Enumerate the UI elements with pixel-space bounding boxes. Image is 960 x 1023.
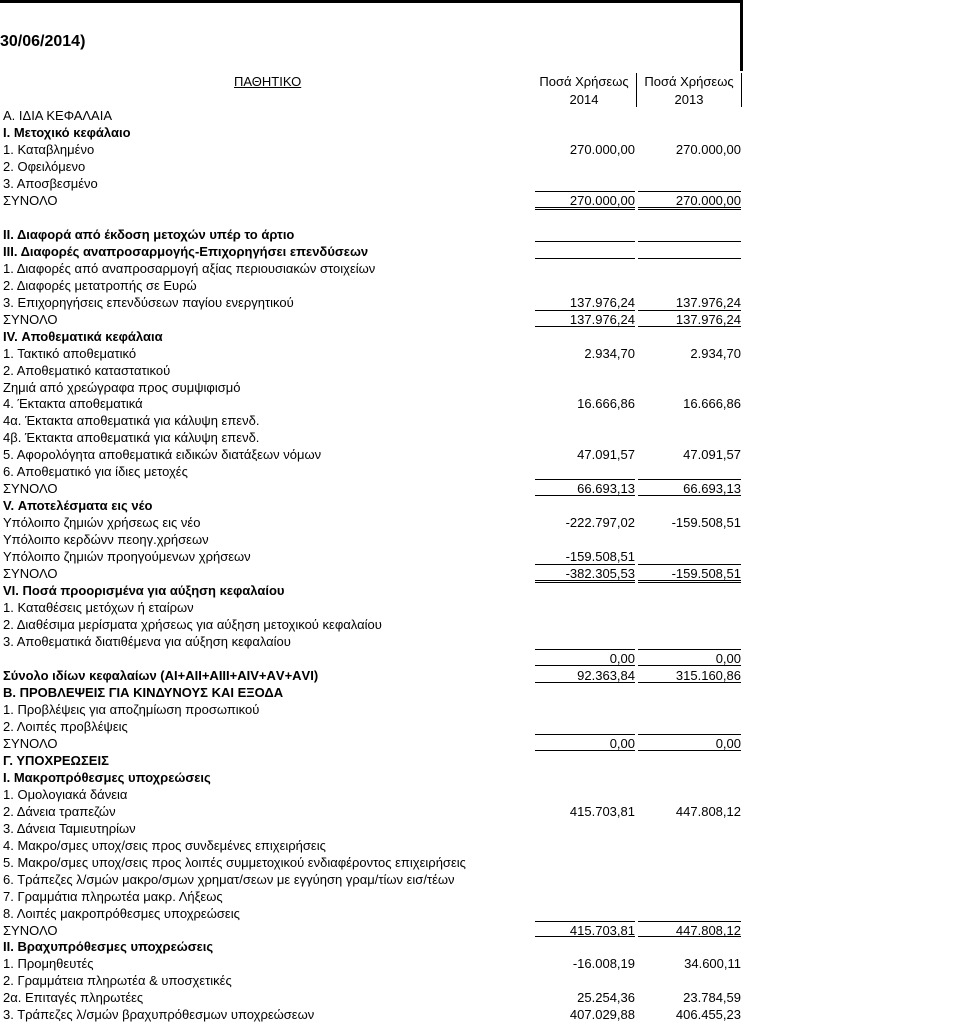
row-label: Υπόλοιπο ζημιών προηγούμενων χρήσεων [3,549,251,565]
row-label: 2α. Επιταγές πληρωτέες [3,990,144,1006]
row-label: 7. Γραμμάτια πληρωτέα μακρ. Λήξεως [3,888,223,904]
row-label: ΣΥΝΟΛΟ [3,481,58,497]
amount-2014: 92.363,84 [577,667,635,683]
table-row [0,158,960,175]
table-row [0,871,960,888]
row-label: 4α. Έκτακτα αποθεματικά για κάλυψη επενδ. [3,413,260,429]
table-row [0,888,960,905]
table-row [0,446,960,463]
total-rule [535,734,635,735]
row-label: ΙV. Αποθεματικά κεφάλαια [3,328,163,344]
amount-2013: 23.784,59 [683,990,741,1006]
table-row [0,955,960,972]
table-row [0,803,960,820]
amount-2014: 415.703,81 [569,803,635,819]
table-row [0,786,960,803]
table-row [0,565,960,582]
total-rule [535,326,635,327]
amount-2013: 47.091,57 [683,447,741,463]
row-label: 2. Αποθεματικό καταστατικού [3,362,171,378]
table-row [0,294,960,311]
table-row [0,701,960,718]
row-label: 1. Προμηθευτές [3,956,94,972]
frame-right-border [740,3,743,71]
row-label: ΣΥΝΟΛΟ [3,566,58,582]
table-row [0,463,960,480]
table-row [0,226,960,243]
row-label: ΙΙΙ. Διαφορές αναπροσαρμογής-Επιχορηγήσει επενδύσεων [3,243,369,259]
section-heading: ΠΑΘΗΤΙΚΟ [234,74,302,89]
total-rule [535,649,635,650]
column-header-2014 [532,73,636,109]
row-label: 3. Επιχορηγήσεις επενδύσεων παγίου ενεργητικού [3,294,294,310]
row-label: 2. Διαφορές μετατροπής σε Ευρώ [3,277,197,293]
table-row [0,820,960,837]
row-label: 1. Καταθέσεις μετόχων ή εταίρων [3,600,194,616]
amount-2013: 447.808,12 [675,803,741,819]
row-label: Β. ΠΡΟΒΛΕΨΕΙΣ ΓΙΑ ΚΙΝΔΥΝΟΥΣ ΚΑΙ ΕΞΟΔΑ [3,684,284,700]
table-header [0,73,960,109]
table-row [0,175,960,192]
table-row [0,107,960,124]
total-rule [535,921,635,922]
amount-2014: 270.000,00 [569,141,635,157]
row-label: 2. Λοιπές προβλέψεις [3,718,128,734]
table-row [0,277,960,294]
amount-2014: 407.029,88 [569,1007,635,1023]
amount-2013: 0,00 [715,651,741,666]
row-label: Υπόλοιπο ζημιών χρήσεως εις νέο [3,515,201,531]
row-label: 3. Αποθεματικά διατιθέμενα για αύξηση κεφαλαίου [3,634,291,650]
row-label: 3. Δάνεια Ταμιευτηρίων [3,820,136,836]
row-label: Α. ΙΔΙΑ ΚΕΦΑΛΑΙΑ [3,108,113,123]
row-label: 2. Διαθέσιμα μερίσματα χρήσεως για αύξηση μετοχικού κεφαλαίου [3,617,382,633]
row-label: ΙΙ. Διαφορά από έκδοση μετοχών υπέρ το άρτιο [3,226,295,242]
total-rule [535,191,635,192]
table-row [0,497,960,514]
table-row [0,854,960,871]
total-rule [638,310,741,311]
row-label: 5. Αφορολόγητα αποθεματικά ειδικών διατάξεων νόμων [3,447,322,463]
table-row [0,633,960,650]
table-row [0,141,960,158]
total-rule [535,564,635,565]
table-row [0,938,960,955]
row-label: 1. Καταβλημένο [3,141,95,157]
row-label: 5. Μακρο/σμες υποχ/σεις προς λοιπές συμμετοχικού ενδιαφέροντος επιχειρήσεις [3,854,466,870]
table-row [0,243,960,260]
row-label: ΣΥΝΟΛΟ [3,735,58,751]
table-row [0,667,960,684]
amount-2013: 137.976,24 [675,294,741,310]
total-rule [638,750,741,751]
row-label: Ι. Μετοχικό κεφάλαιο [3,124,131,140]
total-rule [638,936,741,937]
total-rule [638,241,741,242]
row-label: 6. Τράπεζες λ/σμών μακρο/σμων χρηματ/σεων με εγγύηση γραμ/τίων εισ/τέων [3,871,455,887]
amount-2013: 34.600,11 [684,956,741,972]
amount-2013: 270.000,00 [675,192,741,208]
row-label: 8. Λοιπές μακροπρόθεσμες υποχρεώσεις [3,905,240,921]
amount-2014: 66.693,13 [577,481,635,497]
total-rule [638,326,741,327]
amount-2014: 137.976,24 [569,294,635,310]
amount-2013: 66.693,13 [683,481,741,497]
total-rule [638,682,741,683]
total-rule [638,495,741,496]
amount-2014: 137.976,24 [569,311,635,327]
table-row [0,480,960,497]
page-title: 30/06/2014) [0,33,86,50]
table-row [0,989,960,1006]
row-label: 1. Προβλέψεις για αποζημίωση προσωπικού [3,701,260,717]
table-row [0,735,960,752]
row-label: Ι. Μακροπρόθεσμες υποχρεώσεις [3,769,211,785]
table-row [0,582,960,599]
row-label: 2. Δάνεια τραπεζών [3,803,116,819]
table-row [0,311,960,328]
table-row [0,531,960,548]
amount-2013: 270.000,00 [675,141,741,157]
total-rule [638,564,741,565]
amount-2014: 25.254,36 [577,990,635,1006]
balance-sheet-rows [0,107,960,1023]
table-row [0,1006,960,1023]
column-header-year: 2014 [569,92,599,107]
amount-2013: -159.508,51 [671,566,741,582]
table-row [0,260,960,277]
total-rule [638,734,741,735]
table-row [0,752,960,769]
amount-2014: 0,00 [609,651,635,666]
row-label: 3. Αποσβεσμένο [3,175,98,191]
table-row [0,837,960,854]
amount-2013: 2.934,70 [690,345,741,361]
amount-2014: 16.666,86 [577,396,635,412]
total-rule [535,936,635,937]
total-rule [535,495,635,496]
amount-2013: 406.455,23 [675,1007,741,1023]
row-label: Υπόλοιπο κερδώνν πεοηγ.χρήσεων [3,532,209,548]
row-label: 6. Αποθεματικό για ίδιες μετοχές [3,464,188,480]
table-row [0,395,960,412]
total-rule [535,750,635,751]
table-row [0,328,960,345]
row-label: 2. Γραμμάτεια πληρωτέα & υποσχετικές [3,973,232,989]
row-label: 4β. Έκτακτα αποθεματικά για κάλυψη επενδ. [3,430,260,446]
table-row [0,514,960,531]
row-label: 4. Μακρο/σμες υποχ/σεις προς συνδεμένες επιχειρήσεις [3,837,326,853]
row-label: V. Αποτελέσματα εις νέο [3,498,153,514]
amount-2013: 0,00 [715,735,741,751]
amount-2014: -382.305,53 [565,566,635,582]
total-rule [535,310,635,311]
amount-2014: -16.008,19 [572,956,635,972]
table-row [0,548,960,565]
amount-2014: 0,00 [609,735,635,751]
amount-2013: 137.976,24 [675,311,741,327]
total-rule [535,682,635,683]
amount-2013: 16.666,86 [683,396,741,412]
table-row [0,972,960,989]
amount-2014: 2.934,70 [584,345,635,361]
amount-2014: -159.508,51 [565,549,635,565]
total-rule [638,649,741,650]
row-label: Γ. ΥΠΟΧΡΕΩΣΕΙΣ [3,752,109,768]
row-label: ΙΙ. Βραχυπρόθεσμες υποχρεώσεις [3,939,214,955]
row-label: 3. Τράπεζες λ/σμών βραχυπρόθεσμων υποχρεώσεων [3,1007,315,1023]
column-header-label: Ποσά Χρήσεως [644,74,734,89]
row-label: 4. Έκτακτα αποθεματικά [3,396,143,412]
amount-2013: -159.508,51 [671,515,741,531]
row-label: 1. Διαφορές από αναπροσαρμογή αξίας περιουσιακών στοιχείων [3,260,376,276]
table-row [0,599,960,616]
row-label: ΣΥΝΟΛΟ [3,311,58,327]
table-row [0,922,960,939]
total-rule [638,665,741,666]
column-header-2013 [636,73,742,107]
row-label: 2. Οφειλόμενο [3,158,86,174]
table-row [0,412,960,429]
row-label: VI. Ποσά προορισμένα για αύξηση κεφαλαίου [3,583,285,599]
table-row [0,616,960,633]
row-label: Σύνολο ιδίων κεφαλαίων (ΑΙ+ΑΙΙ+ΑΙΙΙ+ΑΙV+ΑV+ΑVI) [3,667,319,683]
table-row [0,429,960,446]
amount-2014: 270.000,00 [569,192,635,208]
amount-2014: -222.797,02 [565,515,635,531]
table-row [0,192,960,209]
total-rule [535,665,635,666]
row-label: 1. Ομολογιακά δάνεια [3,786,128,802]
total-rule [638,921,741,922]
table-row [0,718,960,735]
table-row [0,379,960,396]
table-row [0,769,960,786]
total-rule [638,479,741,480]
row-label: ΣΥΝΟΛΟ [3,922,58,938]
table-row [0,650,960,667]
total-rule [535,479,635,480]
row-label: 1. Τακτικό αποθεματικό [3,345,137,361]
row-label: Ζημιά από χρεώγραφα προς συμψιφισμό [3,379,241,395]
total-rule [535,258,635,259]
column-header-label: Ποσά Χρήσεως [539,74,629,89]
table-row [0,362,960,379]
amount-2013: 315.160,86 [675,667,741,683]
total-rule [638,191,741,192]
column-header-year: 2013 [674,92,704,107]
table-row [0,905,960,922]
table-row [0,684,960,701]
amount-2014: 47.091,57 [577,447,635,463]
total-rule [638,258,741,259]
frame-top-border [0,0,743,3]
amount-2013: 447.808,12 [675,922,741,938]
table-row [0,124,960,141]
table-row [0,209,960,226]
total-rule [535,241,635,242]
amount-2014: 415.703,81 [569,922,635,938]
row-label: ΣΥΝΟΛΟ [3,192,58,208]
table-row [0,345,960,362]
